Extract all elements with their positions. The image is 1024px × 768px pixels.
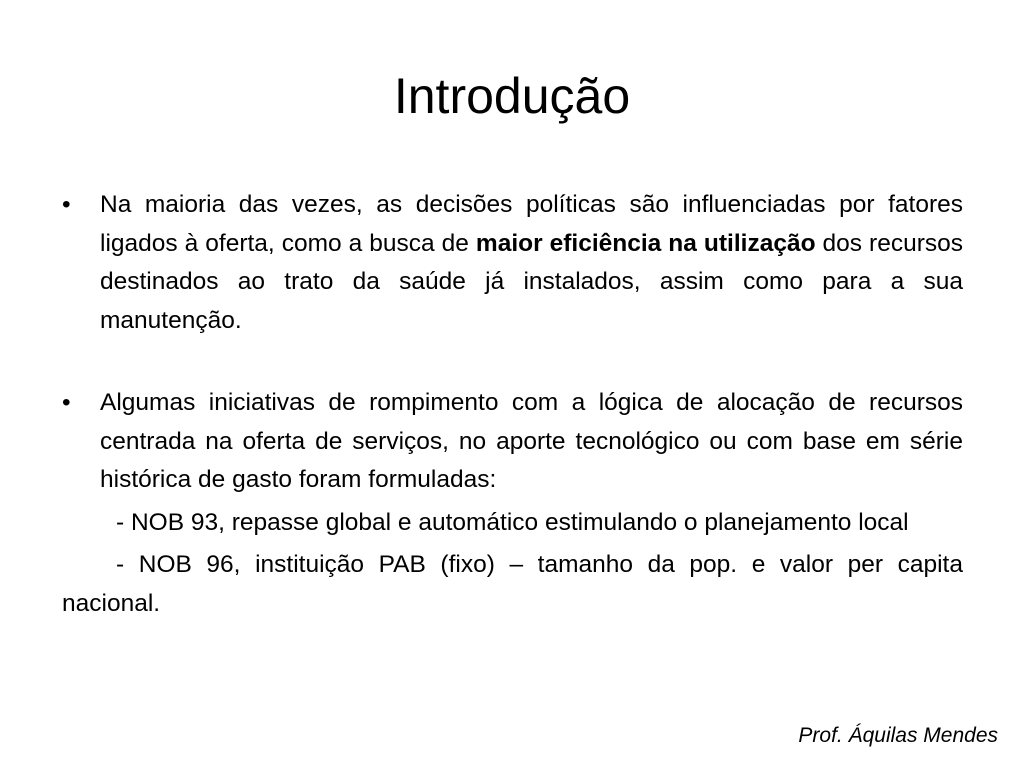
bullet-1-text-after: dos recursos destinados ao trato da saúde já instalados, assim como para a sua manutenção.	[100, 229, 963, 334]
slide-content	[62, 186, 963, 623]
bullet-item-2	[62, 384, 963, 500]
slide-title: Introdução	[393, 68, 631, 124]
bullet-icon: •	[62, 191, 71, 218]
bullet-2-text: Algumas iniciativas de rompimento com a lógica de alocação de recursos centrada na oferta de serviços, no aporte tecnológico ou com base em série histórica de gasto foram formuladas:	[100, 389, 963, 493]
author-footer: Prof. Áquilas Mendes	[798, 724, 998, 747]
bullet-1-text-before: Na maioria das vezes, as decisões políticas são influenciadas por fatores ligados à oferta, como a busca de	[100, 191, 963, 257]
subitem-nob-96: - NOB 96, instituição PAB (fixo) – tamanho da pop. e valor per capita nacional.	[62, 551, 963, 617]
subitem-nob-93: - NOB 93, repasse global e automático estimulando o planejamento local	[116, 508, 909, 536]
bullet-item-1	[62, 186, 963, 340]
bullet-icon: •	[62, 389, 71, 416]
bullet-1-bold-text: maior eficiência na utilização	[475, 229, 816, 257]
